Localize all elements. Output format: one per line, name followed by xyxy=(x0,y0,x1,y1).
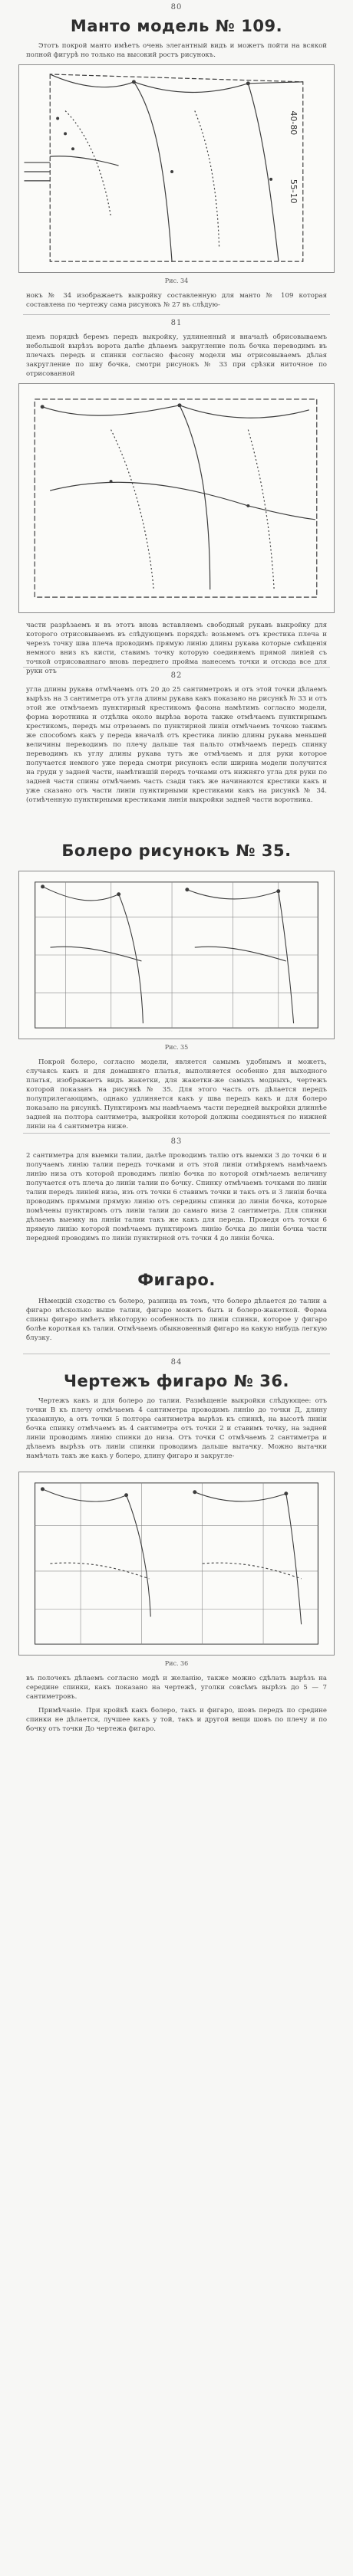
page-divider xyxy=(23,667,330,668)
figure-caption: Рис. 34 xyxy=(164,277,189,284)
figure-35-pattern xyxy=(18,871,335,1039)
pattern-drawing xyxy=(19,871,334,1039)
paragraph: нокъ № 34 изображаетъ выкройку составленную для манто № 109 которая составлена по чертежу сама рисунокъ № 27 въ слѣдую- xyxy=(26,292,327,309)
pattern-drawing xyxy=(19,384,334,612)
paragraph: Этотъ покрой манто имѣетъ очень элегантный видъ и можетъ пойти на всякой полной фигурѣ но только на высокий ростъ рисунокъ. xyxy=(26,42,327,59)
page-divider xyxy=(23,1133,330,1134)
pattern-label: 55-10 xyxy=(288,179,299,204)
paragraph: 2 сантиметра для выемки талии, далѣе проводимъ талію отъ выемки 3 до точки 6 и получаемъ линію талии передъ точками и отъ этой линіи отмѣряемъ намѣчаемъ линію низа отъ которой проводимъ линію бочка по которой отмѣчаемъ величину получается отъ плеча до линіи талии по бочку. Спинку отмѣчаемъ точками по линіи талии передъ линіей низа, изъ отъ точки 6 ставимъ точки и такъ отъ и 3 линіи бочка проводимъ прямыми прямую линію отъ середины спинки до линіи бочка, которые помѣчены пунктиромъ отъ линіи талии до самаго низа 2 сантиметра. Для спинки дѣлаемъ выемку на линіи талии такъ же какъ для переда. Проведя отъ точки 6 прямую линію которой помѣчаемъ пунктиромъ линію бочка до линіи бочка части передней проводимъ по линіи пунктирной отъ точки 4 до линіи бочка. xyxy=(26,1152,327,1242)
page-number: 82 xyxy=(170,671,183,680)
paragraph: угла длины рукава отмѣчаемъ отъ 20 до 25 сантиметровъ и отъ этой точки дѣлаемъ вырѣзъ на 3 сантиметра отъ угла длины рукава какъ показано на рисункѣ № 33 и отъ этой же отмѣчаемъ пунктирный крестикомъ фасона намѣтимъ согласно модели, форма воротника и отдѣлка около вырѣза ворота также отмѣчаемъ пунктирнымъ крестикомъ, передъ мы отрезаемъ по пунктирной линіи отмѣчаемъ точкою такимъ же способомъ какъ у переда вначалѣ отъ крестика линію длины рукава меньшей величины переводимъ по плечу дальше тая пальто отмѣчаемъ передъ спинку переводимъ къ углу длины рукава тутъ же отмѣчаемъ и для руки которое получается немного уже переда смотри рисунокъ если ширина модели получится на груди у задней части, намѣтившій передъ точками отъ нижняго угла для руки по задней части спины отмѣчаемъ часть сзади такъ же начинаются крестики какъ и уже сказано отъ части линіи пунктирными крестиками какъ на рисункѣ № 34. (отмѣченную пунктирными крестиками линія выкройки задней части воротника. xyxy=(26,686,327,804)
paragraph: Нѣмецкій сходство съ болеро, разница въ томъ, что болеро дѣлается до талии а фигаро нѣсколько выше талии, фигаро можетъ быть и болеро-жакеткой. Форма спины фигаро имѣетъ нѣкоторую особенность по линіи спинки, которое у фигаро болѣе короткая къ талии. Отмѣчаемъ обыкновенный фигаро на какую нибудь легкую блузку. xyxy=(26,1298,327,1342)
section-title-bolero: Болеро рисунокъ № 35. xyxy=(61,842,292,860)
pattern-drawing xyxy=(19,65,334,272)
paragraph: Примѣчаніе. При кройкѣ какъ болеро, такъ и фигаро, шовъ передъ по средине спинки не дѣлается, лучшее какъ у той, такъ и другой вещи шовъ по плечу и по бочку отъ точки До чертежа фигаро. xyxy=(26,1707,327,1733)
paragraph: Чертежъ какъ и для болеро до талии. Размѣщеніе выкройки слѣдующее: отъ точки В къ плечу отмѣчаемъ 4 сантиметра проводимъ линію до точки Д, длину указанную, а отъ точки 5 полтора сантиметра вырѣзъ къ спинкѣ, на высотѣ линіи бочка спинку отмѣчаемъ въ 4 сантиметра отъ точки 2 и ставимъ точку, на задней линіи проводимъ линію спинки до низа. Отъ точки С отмѣчаемъ 2 сантиметра и дѣлаемъ вырѣзъ отъ линіи спинки проводимъ дальше вытачку. Можно вытачки намѣчать такъ же какъ у болеро, длину фигаро и закругле- xyxy=(26,1397,327,1460)
paragraph: части разрѣзаемъ и въ этотъ вновь вставляемъ свободный рукавъ выкройку для которого отрисовываемъ въ слѣдующемъ порядкѣ: возьмемъ отъ крестика плеча и черезъ точку шва плеча проводимъ прямую линію длины рукава которые смѣщенія немного вниз къ кисти, ставимъ точку которую соединяемъ прямой линіей съ точкой отрисованнаго вновь переднего пройма нанесемъ точки и отсюда все для руки отъ xyxy=(26,622,327,675)
figure-caption: Рис. 36 xyxy=(164,1660,189,1667)
figure-caption: Рис. 35 xyxy=(164,1044,189,1051)
pattern-drawing xyxy=(19,1472,334,1655)
page-number: 81 xyxy=(170,319,183,327)
section-title-figaro-draft: Чертежъ фигаро № 36. xyxy=(64,1372,289,1390)
page-divider xyxy=(23,314,330,315)
page-number: 83 xyxy=(170,1137,183,1146)
pattern-label: 40-80 xyxy=(288,110,299,136)
section-title-figaro: Фигаро. xyxy=(137,1271,216,1289)
paragraph: Покрой болеро, согласно модели, является самымъ удобнымъ и можетъ, случаясь какъ и для домашняго платья, выполняется особенно для выходного платья, изображаетъ видъ жакетки, для жакетки-же самыхъ модныхъ, чертежъ которой показанъ на рисункѣ № 35. Для этого часть отъ дѣлается передъ полуприлегающимъ, однако удлиняется какъ у шва передъ какъ и для болеро показано на рисункѣ. Пунктиромъ мы намѣчаемъ части передней выкройки длиннѣе задней на полтора сантиметра, выкройки которой должны соединяться по нижней линіи на 4 сантиметра ниже. xyxy=(26,1058,327,1130)
paragraph: щемъ порядкѣ беремъ передъ выкройку, удлиненный и вначалѣ обрисовываемъ небольшой вырѣзъ ворота далѣе дѣлаемъ закругление поль бочка переводимъ въ плечахъ передъ и спинки согласно фасону модели мы отрисовываемъ дѣлая закругление по шву бочка, смотри рисунокъ № 33 при срѣзки ниточное по отрисованной xyxy=(26,333,327,378)
paragraph: въ полочекъ дѣлаемъ согласно модѣ и желанію, также можно сдѣлать вырѣзъ на середине спинки, какъ показано на чертежѣ, уголки совсѣмъ вырѣзъ до 5 — 7 сантиметровъ. xyxy=(26,1675,327,1701)
figure-36-pattern xyxy=(18,1472,335,1656)
page-number: 80 xyxy=(170,3,183,11)
figure-34-sleeve-pattern xyxy=(18,383,335,613)
page-number: 84 xyxy=(170,1358,183,1367)
section-title-manto: Манто модель № 109. xyxy=(70,17,283,35)
figure-34-pattern xyxy=(18,64,335,273)
